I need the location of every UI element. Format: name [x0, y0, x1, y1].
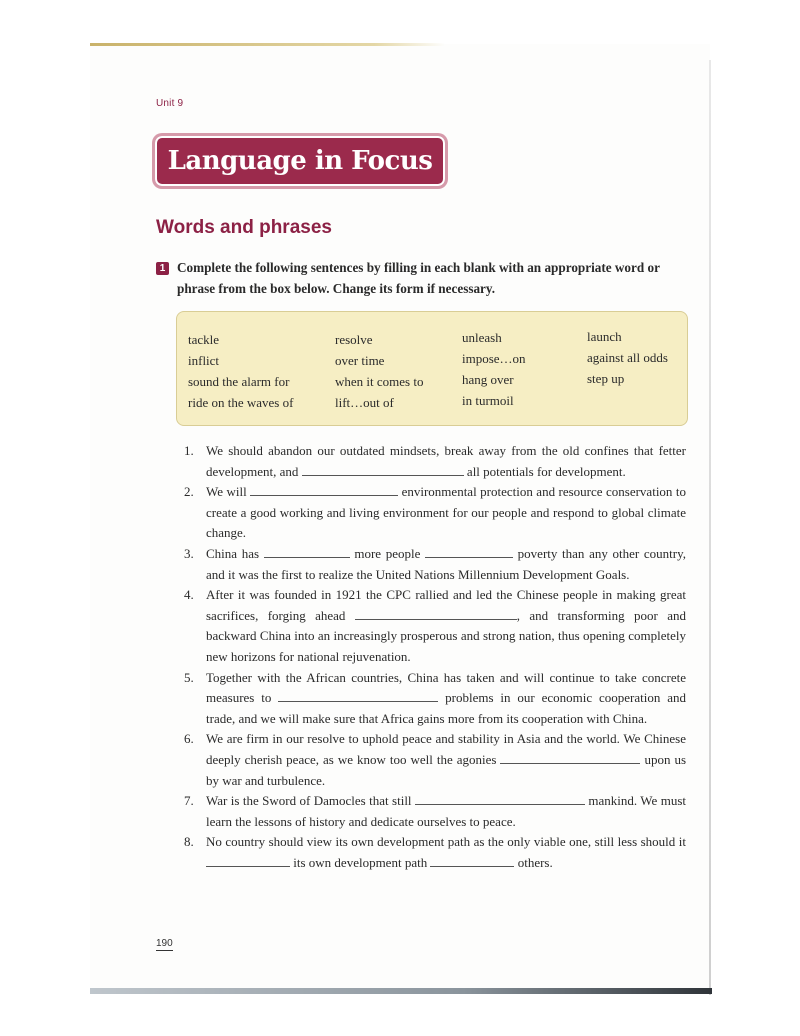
sentence-number: 2.: [184, 484, 194, 500]
word-item: hang over: [462, 372, 514, 387]
word-box: [176, 311, 688, 426]
sentence-list: [184, 441, 686, 873]
word-item: impose…on: [462, 351, 526, 366]
sentence-number: 3.: [184, 545, 194, 561]
sentence-number: 5.: [184, 669, 194, 685]
sentence-item: 3. China has more people poverty than any other country, and it was the first to realize the United Nations Millennium Development Goals.: [184, 545, 686, 582]
sentence-number: 6.: [184, 731, 194, 747]
word-item: tackle: [188, 332, 220, 347]
sentence-item: 4. After it was founded in 1921 the CPC rallied and led the Chinese people in making great sacrifices, forging ahead , and transforming poor and backward China into an increasingly prosperous and strong nation, thus opening completely new horizons for national rejuvenation.: [184, 587, 686, 664]
answer-blank[interactable]: [278, 689, 438, 702]
word-item: over time: [335, 353, 385, 368]
sentence-number: 7.: [184, 793, 194, 809]
exercise-instruction: Complete the following sentences by filling in each blank with an appropriate word or phrase from the box below. Change its form if necessary.: [177, 260, 660, 296]
word-item: launch: [587, 329, 622, 344]
section-heading: Words and phrases: [156, 217, 332, 238]
answer-blank[interactable]: [264, 545, 350, 558]
sentence-item: 8. No country should view its own development path as the only viable one, still less should it its own development path others.: [184, 834, 686, 870]
sentence-number: 8.: [184, 834, 194, 850]
sentence-item: 6. We are firm in our resolve to uphold peace and stability in Asia and the world. We Chinese deeply cherish peace, as we know too well the agonies upon us by war and turbulence.: [184, 731, 687, 788]
answer-blank[interactable]: [425, 545, 513, 558]
word-item: lift…out of: [335, 395, 394, 410]
word-item: unleash: [462, 330, 502, 345]
sentence-item: 5. Together with the African countries, China has taken and will continue to take concrete measures to problems in our economic cooperation and trade, and we will make sure that Africa gains more from its cooperation with China.: [184, 669, 687, 726]
title-banner: [155, 136, 445, 186]
word-item: sound the alarm for: [188, 374, 290, 389]
page-title: Language in Focus: [167, 146, 433, 176]
top-decorative-rule: [90, 43, 445, 46]
answer-blank[interactable]: [302, 463, 464, 476]
answer-blank[interactable]: [430, 854, 514, 867]
page-edge-shadow: [709, 60, 711, 995]
sentence-number: 4.: [184, 587, 194, 603]
word-item: inflict: [188, 353, 220, 368]
sentence-item: 2. We will environmental protection and resource conservation to create a good working and living environment for our people and respond to global climate change.: [184, 484, 686, 541]
sentence-item: 1. We should abandon our outdated mindsets, break away from the old confines that fetter development, and all potentials for development.: [184, 443, 686, 479]
answer-blank[interactable]: [206, 854, 290, 867]
exercise-number-badge: 1: [156, 262, 169, 275]
sentence-item: 7. War is the Sword of Damocles that still mankind. We must learn the lessons of history and dedicate ourselves to peace.: [184, 793, 687, 829]
answer-blank[interactable]: [415, 792, 585, 805]
unit-label: Unit 9: [156, 98, 184, 109]
answer-blank[interactable]: [500, 751, 640, 764]
word-item: resolve: [335, 332, 373, 347]
word-item: against all odds: [587, 350, 668, 365]
word-item: step up: [587, 371, 625, 386]
answer-blank[interactable]: [355, 607, 517, 620]
sentence-number: 1.: [184, 443, 194, 458]
bottom-decorative-rule: [90, 988, 712, 994]
word-item: in turmoil: [462, 393, 514, 408]
page-number: 190: [156, 938, 173, 949]
word-item: when it comes to: [335, 374, 424, 389]
answer-blank[interactable]: [250, 483, 398, 496]
word-item: ride on the waves of: [188, 395, 294, 410]
